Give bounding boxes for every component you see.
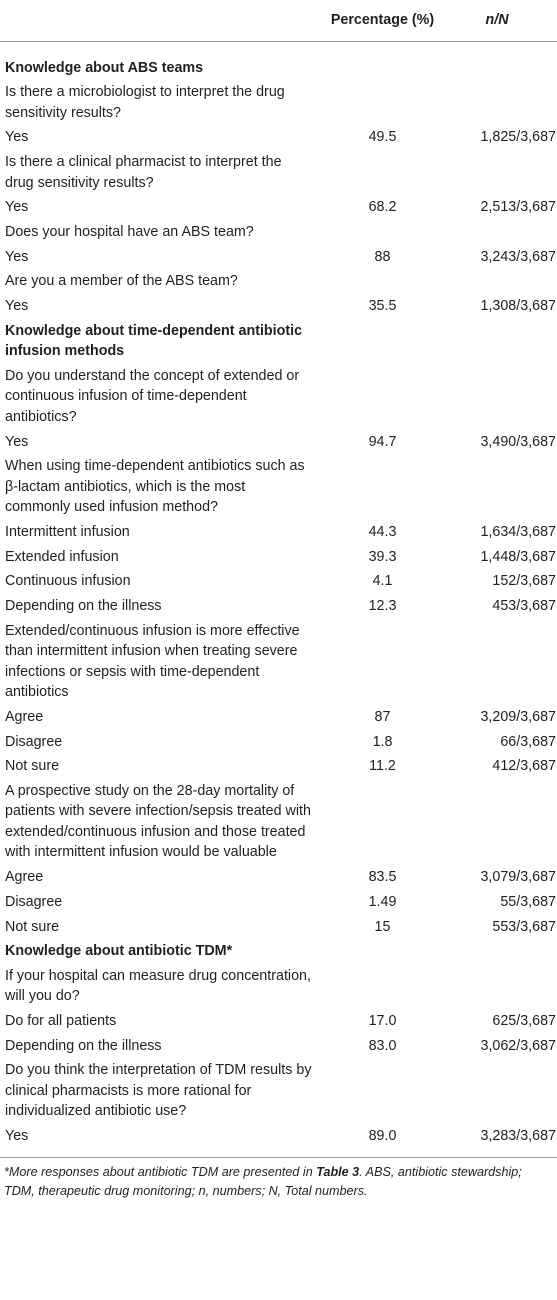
footnote-text-pre: *More responses about antibiotic TDM are presented in (4, 1164, 317, 1179)
header-percentage: Percentage (%) (320, 0, 437, 41)
table-footnote (0, 1158, 557, 1201)
percentage-cell (320, 1058, 437, 1124)
question-row (0, 80, 557, 125)
question-text: When using time-dependent antibiotics such as β-lactam antibiotics, which is the most commonly used infusion method? (5, 458, 305, 516)
answer-label: Depending on the illness (5, 598, 162, 614)
section-row (0, 41, 557, 80)
count-cell: 66/3,687 (500, 733, 556, 750)
percentage-cell: 44.3 (368, 523, 397, 540)
table-row (0, 1009, 557, 1034)
question-row (0, 964, 557, 1009)
count-cell: 625/3,687 (492, 1013, 556, 1030)
percentage-cell: 17.0 (368, 1013, 397, 1030)
percentage-cell: 11.2 (369, 758, 396, 775)
count-cell: 412/3,687 (492, 758, 556, 775)
table-row (0, 865, 557, 890)
answer-label: Extended infusion (5, 548, 119, 565)
table-row (0, 429, 557, 454)
percentage-cell: 1.8 (372, 733, 393, 750)
question-text: Is there a microbiologist to interpret the drug sensitivity results? (5, 84, 285, 121)
count-cell: 3,209/3,687 (480, 708, 556, 725)
footnote-text-post: . ABS, antibiotic stewardship; TDM, therapeutic drug monitoring; n, numbers; N, Total numbers. (4, 1164, 522, 1198)
table-row (0, 705, 557, 730)
count-cell (437, 619, 557, 705)
question-text: Do you think the interpretation of TDM results by clinical pharmacists is more rational for individualized antibiotic use? (5, 1062, 312, 1120)
count-cell: 1,634/3,687 (480, 523, 556, 540)
count-cell (437, 939, 557, 964)
table-row (0, 520, 557, 545)
count-cell: 1,448/3,687 (480, 548, 556, 565)
table-body (0, 41, 557, 1157)
count-cell (437, 454, 557, 520)
section-row (0, 939, 557, 964)
percentage-cell: 88 (374, 248, 391, 265)
table-row (0, 1034, 557, 1059)
percentage-cell (320, 41, 437, 80)
table-row (0, 890, 557, 915)
question-row (0, 1058, 557, 1124)
table-row (0, 545, 557, 570)
question-text: Are you a member of the ABS team? (5, 273, 238, 290)
percentage-cell (320, 319, 437, 364)
question-row (0, 269, 557, 294)
percentage-cell: 94.7 (368, 433, 397, 450)
percentage-cell: 35.5 (368, 298, 397, 314)
percentage-cell: 83.0 (368, 1037, 397, 1054)
percentage-cell: 15 (374, 918, 391, 935)
section-heading: Knowledge about ABS teams (5, 59, 204, 76)
header-row (0, 0, 557, 41)
percentage-cell (320, 939, 437, 964)
percentage-cell: 68.2 (368, 199, 397, 216)
count-cell (437, 964, 557, 1009)
percentage-cell (320, 150, 437, 195)
answer-label: Yes (5, 248, 29, 265)
count-cell: 1,308/3,687 (480, 298, 556, 314)
percentage-cell (320, 779, 437, 865)
answer-label: Depending on the illness (5, 1037, 162, 1054)
question-row (0, 779, 557, 865)
answer-label: Continuous infusion (5, 573, 131, 590)
percentage-cell (320, 619, 437, 705)
answer-label: Yes (5, 129, 29, 146)
percentage-cell (320, 80, 437, 125)
count-cell (437, 1058, 557, 1124)
percentage-cell: 1.49 (368, 893, 397, 910)
table-row (0, 245, 557, 270)
percentage-cell: 39.3 (368, 548, 397, 565)
table-row (0, 1124, 557, 1157)
header-blank (0, 0, 320, 41)
count-cell: 2,513/3,687 (480, 199, 556, 216)
question-text: Is there a clinical pharmacist to interpret the drug sensitivity results? (5, 154, 282, 191)
count-cell: 3,283/3,687 (480, 1128, 556, 1145)
question-text: Extended/continuous infusion is more effective than intermittent infusion when treating severe infections or sepsis with time-dependent antibiotics (5, 622, 300, 701)
question-text: Does your hospital have an ABS team? (5, 223, 254, 240)
question-text: Do you understand the concept of extended or continuous infusion of time-dependent antibiotics? (5, 367, 300, 425)
count-cell: 1,825/3,687 (480, 129, 556, 146)
question-row (0, 454, 557, 520)
answer-label: Yes (5, 1128, 29, 1145)
table-row (0, 729, 557, 754)
answer-label: Disagree (5, 733, 63, 750)
table-row (0, 125, 557, 150)
answer-label: Yes (5, 199, 29, 216)
count-cell: 55/3,687 (500, 893, 556, 910)
count-cell (437, 364, 557, 430)
count-cell: 3,243/3,687 (480, 248, 556, 265)
question-text: If your hospital can measure drug concentration, will you do? (5, 967, 311, 1005)
table-row (0, 914, 557, 939)
percentage-cell (320, 364, 437, 430)
percentage-cell: 4.1 (372, 573, 393, 590)
table-row (0, 294, 557, 319)
count-cell (437, 319, 557, 364)
answer-label: Yes (5, 298, 29, 314)
count-cell: 553/3,687 (492, 918, 556, 935)
count-cell (437, 220, 557, 245)
count-cell: 152/3,687 (492, 573, 556, 590)
table-header (0, 0, 557, 41)
percentage-cell (320, 269, 437, 294)
percentage-cell: 83.5 (368, 869, 397, 886)
percentage-cell (320, 454, 437, 520)
answer-label: Disagree (5, 893, 63, 910)
table-row (0, 569, 557, 594)
answer-label: Not sure (5, 918, 60, 935)
answer-label: Do for all patients (5, 1013, 117, 1030)
question-row (0, 220, 557, 245)
answer-label: Intermittent infusion (5, 523, 130, 540)
percentage-cell: 12.3 (368, 598, 397, 614)
header-n-over-n: n/N (437, 0, 557, 41)
percentage-cell: 87 (374, 708, 391, 725)
percentage-cell: 49.5 (368, 129, 397, 146)
count-cell: 3,062/3,687 (480, 1037, 556, 1054)
question-text: A prospective study on the 28-day mortality of patients with severe infection/sepsis treated with extended/continuous infusion and those treated with intermittent infusion would be valuable (5, 782, 311, 861)
answer-label: Agree (5, 708, 44, 725)
answer-label: Not sure (5, 758, 60, 775)
table-row (0, 594, 557, 619)
question-row (0, 619, 557, 705)
count-cell (437, 269, 557, 294)
table-row (0, 195, 557, 220)
section-heading: Knowledge about antibiotic TDM* (5, 943, 233, 960)
count-cell (437, 80, 557, 125)
count-cell (437, 41, 557, 80)
section-row (0, 319, 557, 364)
count-cell: 453/3,687 (492, 598, 556, 614)
percentage-cell (320, 220, 437, 245)
answer-label: Yes (5, 433, 29, 450)
section-heading: Knowledge about time-dependent antibiotic infusion methods (5, 322, 303, 360)
count-cell: 3,079/3,687 (480, 869, 556, 886)
table-row (0, 754, 557, 779)
count-cell (437, 150, 557, 195)
count-cell: 3,490/3,687 (480, 433, 556, 450)
percentage-cell: 89.0 (368, 1128, 397, 1145)
answer-label: Agree (5, 869, 44, 886)
count-cell (437, 779, 557, 865)
question-row (0, 364, 557, 430)
footnote-table-ref[interactable]: Table 3 (316, 1164, 360, 1179)
percentage-cell (320, 964, 437, 1009)
question-row (0, 150, 557, 195)
